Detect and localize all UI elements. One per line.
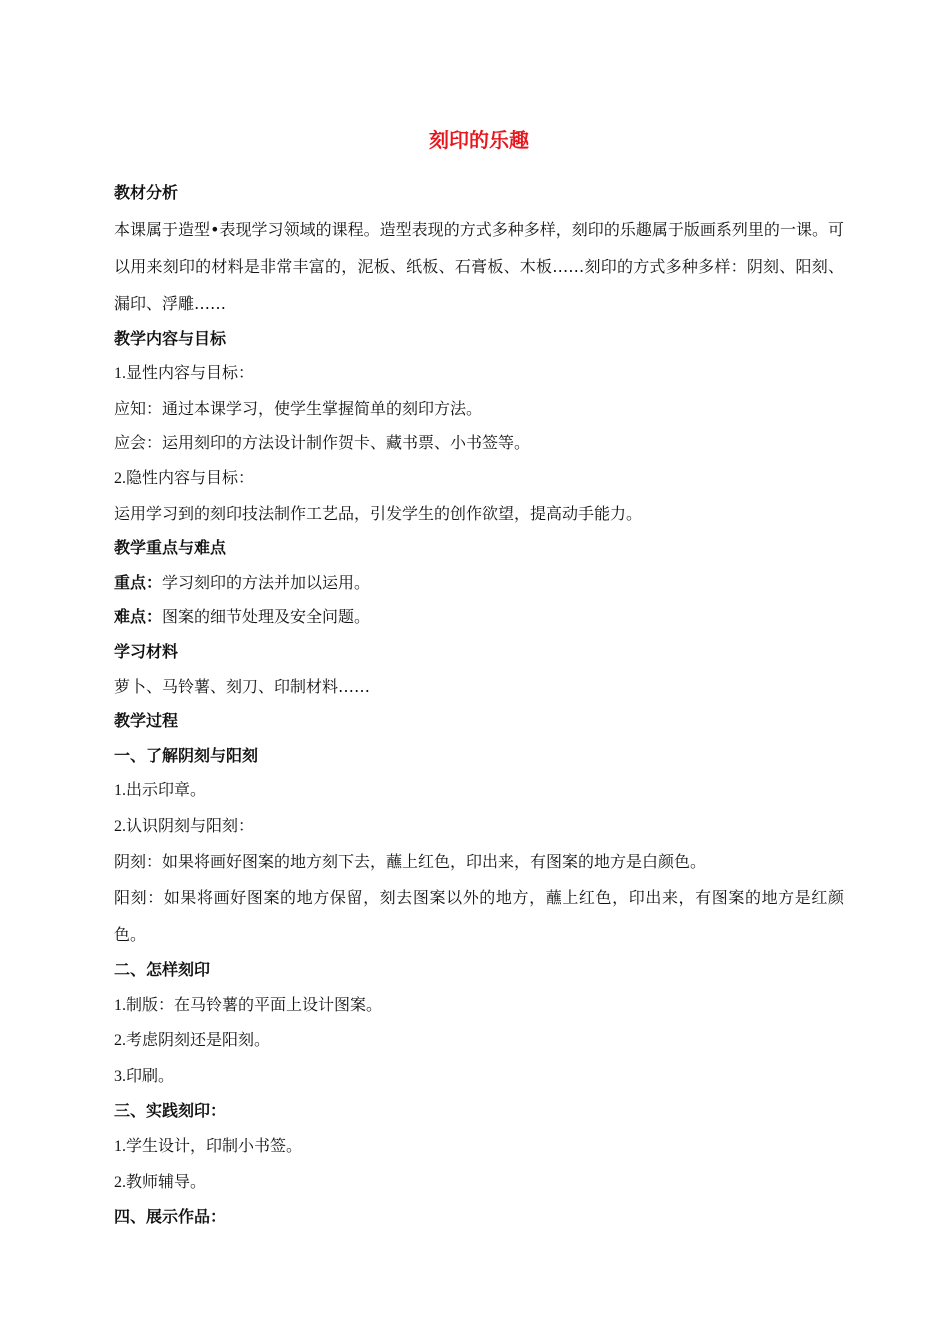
section-heading-learning-materials: 学习材料	[114, 641, 179, 661]
list-item	[114, 1129, 844, 1165]
item-text: 出示印章。	[126, 780, 207, 800]
section-heading-materials-analysis: 教材分析	[114, 183, 179, 202]
list-item	[114, 773, 844, 809]
item-number: 2.	[114, 1173, 126, 1191]
paragraph-line: 运用学习到的刻印技法制作工艺品，引发学生的创作欲望，提高动手能力。	[114, 503, 643, 523]
item-number: 2.	[114, 469, 126, 487]
item-text: 印刷。	[126, 1065, 175, 1085]
section-heading-teaching-process: 教学过程	[114, 711, 179, 731]
subsection-heading: 一、了解阴刻与阳刻	[114, 745, 259, 765]
item-text: 教师辅导。	[126, 1171, 207, 1191]
difficulty-line	[114, 600, 844, 635]
materials-analysis-paragraph: 本课属于造型•表现学习领域的课程。造型表现的方式多种多样，刻印的乐趣属于版画系列里的一课。可以用来刻印的材料是非常丰富的，泥板、纸板、石膏板、木板……刻印的方式多种多样：阴刻、阳刻、漏印、浮雕……	[114, 219, 844, 313]
subsection-heading: 四、展示作品：	[114, 1207, 227, 1227]
item-number: 2.	[114, 1032, 126, 1050]
item-text: 考虑阴刻还是阳刻。	[126, 1030, 271, 1050]
document-title: 刻印的乐趣	[429, 128, 529, 152]
item-number: 3.	[114, 1067, 126, 1085]
subsection-heading: 二、怎样刻印	[114, 960, 211, 980]
section-heading-key-points: 教学重点与难点	[114, 538, 227, 558]
item-number: 1.	[114, 365, 126, 383]
item-number: 1.	[114, 782, 126, 800]
item-number: 2.	[114, 817, 126, 835]
item-text: 制版：在马铃薯的平面上设计图案。	[126, 994, 383, 1014]
list-item	[114, 461, 844, 497]
list-item	[114, 356, 844, 392]
item-text: 学生设计，印制小书签。	[126, 1136, 303, 1156]
subsection-heading: 三、实践刻印：	[114, 1101, 227, 1121]
item-text: 认识阴刻与阳刻：	[126, 815, 255, 835]
list-item	[114, 809, 844, 845]
key-point-label: 重点：	[114, 572, 163, 592]
paragraph-line: 应知：通过本课学习，使学生掌握简单的刻印方法。	[114, 398, 483, 418]
paragraph-line: 阴刻：如果将画好图案的地方刻下去，蘸上红色，印出来，有图案的地方是白颜色。	[114, 851, 707, 871]
list-item	[114, 1165, 844, 1201]
document-page	[114, 118, 844, 1235]
item-text: 隐性内容与目标：	[126, 467, 255, 487]
item-text: 显性内容与目标：	[126, 363, 255, 383]
list-item	[114, 1023, 844, 1059]
list-item	[114, 988, 844, 1024]
section-heading-content-goals: 教学内容与目标	[114, 328, 227, 348]
paragraph-line: 应会：运用刻印的方法设计制作贺卡、藏书票、小书签等。	[114, 433, 531, 453]
key-point-line	[114, 566, 844, 601]
difficulty-text: 图案的细节处理及安全问题。	[162, 607, 371, 627]
item-number: 1.	[114, 1138, 126, 1156]
paragraph-line: 阳刻：如果将画好图案的地方保留，刻去图案以外的地方，蘸上红色，印出来，有图案的地方是红颜色。	[114, 888, 844, 945]
paragraph-line: 萝卜、马铃薯、刻刀、印制材料……	[114, 676, 371, 696]
list-item	[114, 1059, 844, 1095]
item-number: 1.	[114, 996, 126, 1014]
key-point-text: 学习刻印的方法并加以运用。	[162, 572, 371, 592]
difficulty-label: 难点：	[114, 607, 163, 627]
